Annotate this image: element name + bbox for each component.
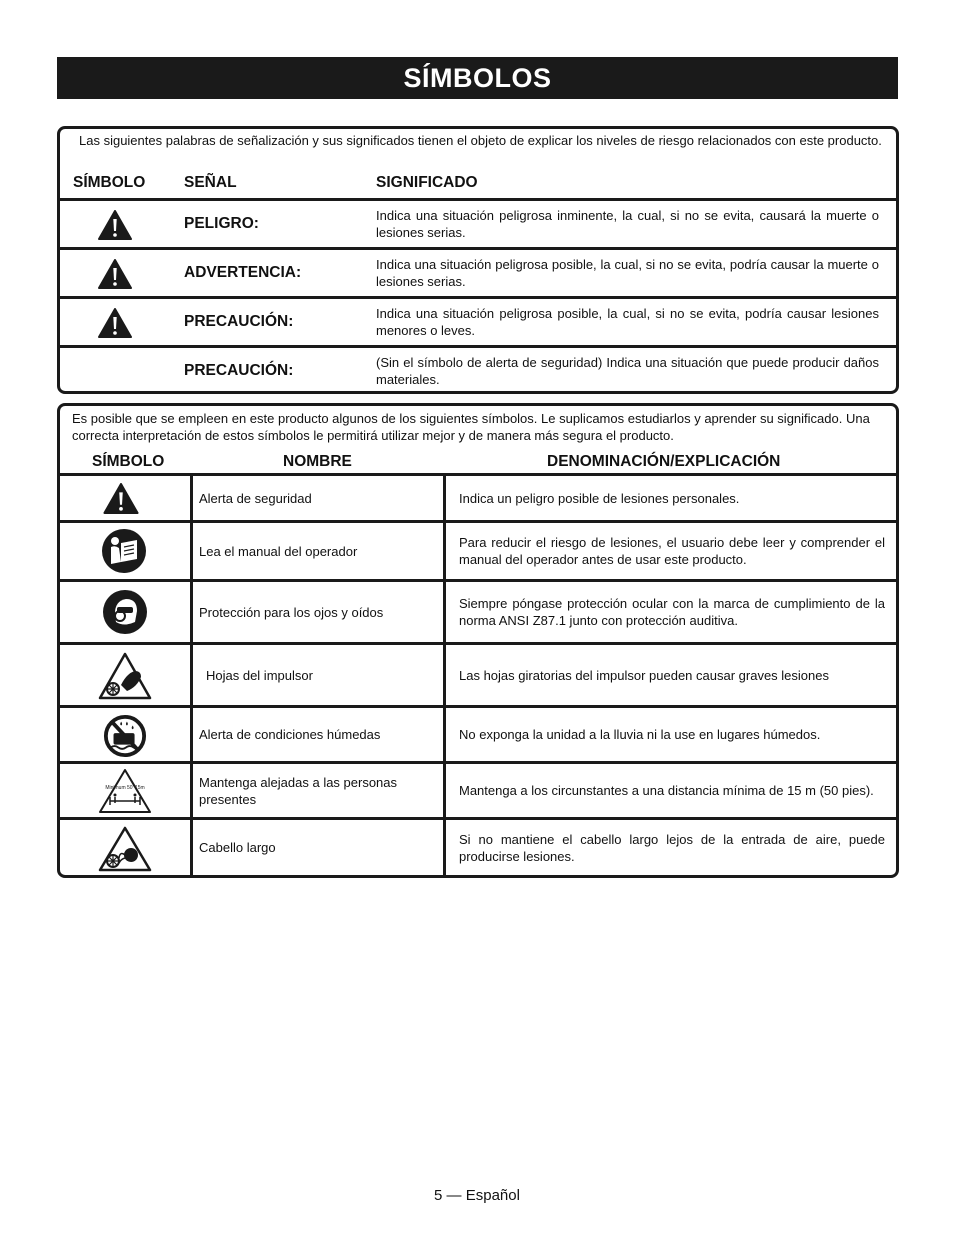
read-manual-icon [101,528,147,574]
signal-row [60,296,896,345]
symbol-name: Lea el manual del operador [199,543,358,559]
symbol-explanation: Para reducir el riesgo de lesiones, el usuario debe leer y comprender el manual del operador antes de usar este producto. [459,535,885,567]
impeller-blades-icon [97,651,153,701]
symbol-name: Protección para los ojos y oídos [199,604,384,620]
symbol-explanation: Las hojas giratorias del impulsor pueden causar graves lesiones [459,667,829,683]
warning-triangle-icon [97,307,133,339]
symbol-explanation: Siempre póngase protección ocular con la marca de cumplimiento de la norma ANSI Z87.1 junto con protección auditiva. [459,596,885,628]
signal-words-box [57,126,899,394]
header-symbol: SÍMBOLO [73,174,146,191]
long-hair-icon [97,825,153,873]
symbol-explanation: Si no mantiene el cabello largo lejos de la entrada de aire, puede producirse lesiones. [459,831,885,864]
safety-alert-icon [102,482,140,515]
symbol-name: Alerta de condiciones húmedas [199,727,381,742]
warning-triangle-icon [97,258,133,290]
symbol-row [60,761,896,817]
signal-row [60,345,896,394]
symbol-row [60,642,896,705]
symbol-explanation: Indica un peligro posible de lesiones personales. [459,490,740,506]
symbol-name: Cabello largo [199,840,276,855]
symbol-explanation: Mantenga a los circunstantes a una distancia mínima de 15 m (50 pies). [459,783,874,798]
signal-meaning: (Sin el símbolo de alerta de seguridad) Indica una situación que puede producir daños materiales. [376,355,879,387]
signal-label: PRECAUCIÓN: [184,362,294,379]
page-footer: 5 — Español [434,1187,520,1204]
header-meaning: SIGNIFICADO [376,174,478,191]
symbol-row [60,817,896,875]
page-title: SÍMBOLOS [57,57,898,99]
warning-triangle-icon [97,209,133,241]
signal-meaning: Indica una situación peligrosa posible, la cual, si no se evita, podría causar lesiones menores o leves. [376,306,879,338]
signal-meaning: Indica una situación peligrosa inminente, la cual, si no se evita, causará la muerte o lesiones serias. [376,208,879,240]
symbols-box [57,403,899,878]
symbol-row [60,473,896,520]
header-signal: SEÑAL [184,174,237,191]
signal-row [60,247,896,296]
signal-words-intro: Las siguientes palabras de señalización y sus significados tienen el objeto de explicar los niveles de riesgo relacionados con este producto. [79,133,882,148]
symbols-intro: Es posible que se empleen en este producto algunos de los siguientes símbolos. Le suplicamos estudiarlos y aprender su significado. Una correcta interpretación de estos símbolos le permitirá utilizar mejor y de manera más segura el producto. [72,411,870,443]
signal-label: PELIGRO: [184,215,259,232]
symbol-row [60,705,896,761]
signal-label: PRECAUCIÓN: [184,313,294,330]
symbol-name: Mantenga alejadas a las personas presentes [199,774,398,807]
header-symbol: SÍMBOLO [92,453,165,470]
icon-caption: Minimum 50' 15m [105,785,145,791]
symbol-name: Alerta de seguridad [199,490,312,506]
symbol-row [60,520,896,579]
symbol-row [60,579,896,642]
signal-label: ADVERTENCIA: [184,264,302,281]
signal-meaning: Indica una situación peligrosa posible, la cual, si no se evita, podría causar la muerte o lesiones serias. [376,257,879,289]
symbol-explanation: No exponga la unidad a la lluvia ni la use en lugares húmedos. [459,727,821,742]
symbol-name: Hojas del impulsor [206,667,313,683]
signal-row [60,198,896,247]
eye-ear-protection-icon [102,589,148,635]
header-name: NOMBRE [283,453,352,470]
header-explanation: DENOMINACIÓN/EXPLICACIÓN [547,453,781,470]
keep-bystanders-away-icon [97,768,153,814]
wet-conditions-icon [102,714,148,758]
